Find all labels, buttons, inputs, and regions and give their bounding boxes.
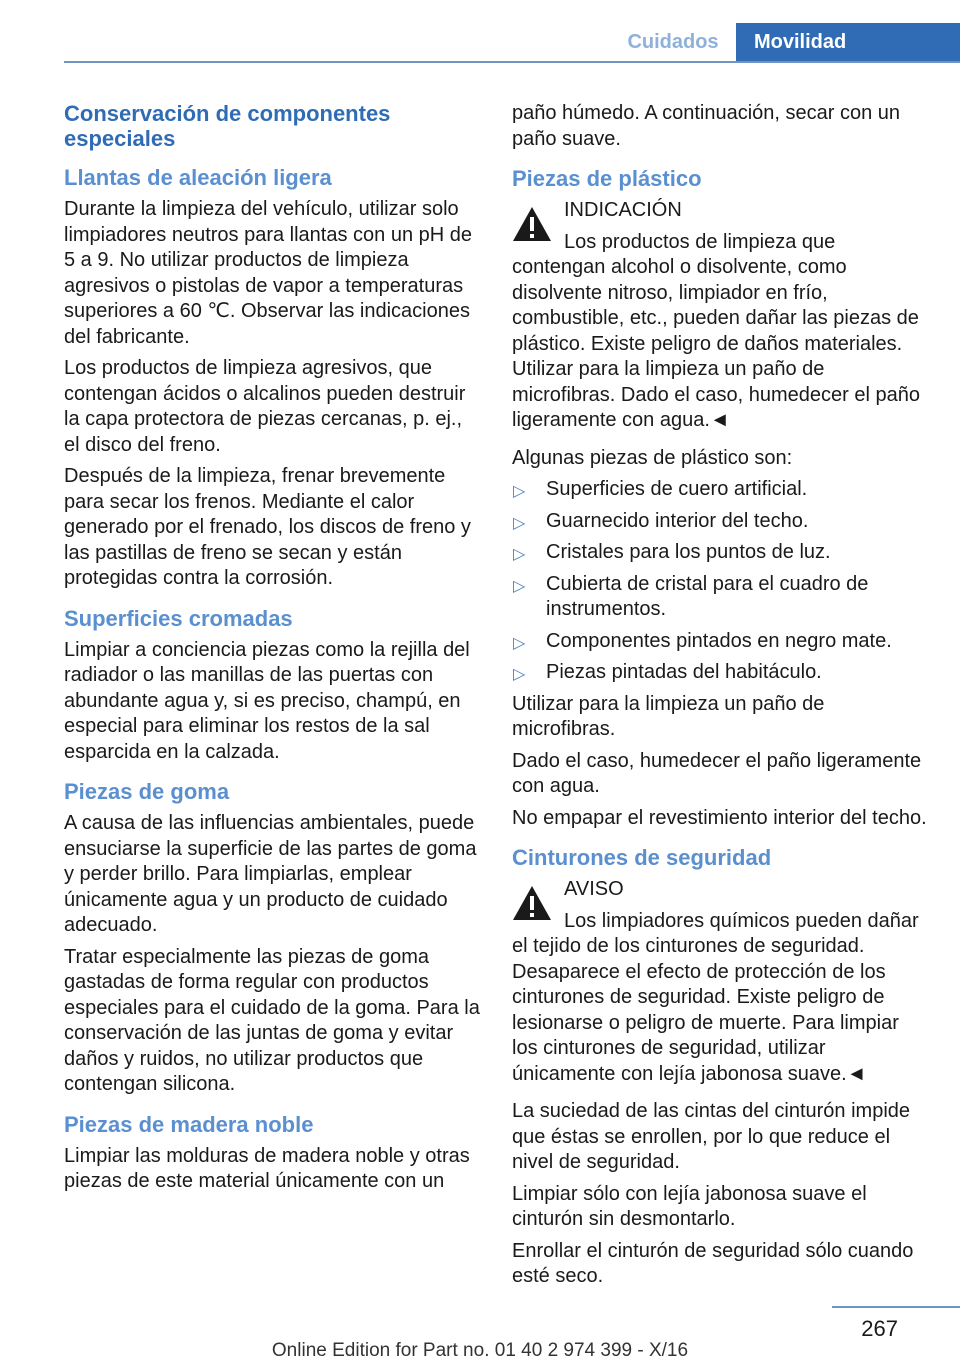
list-item: ▷ Superficies de cuero artificial. xyxy=(512,477,928,503)
warning-text: Los limpiadores químicos pueden dañar el tejido de los cinturones de seguridad. Desaparece el efecto de protección de los cinturones de seguridad. Existe peligro de lesionarse o peligro de muerte. Para limpiar los cinturones de seguridad, utilizar únicamente con lejía jabonosa suave.◄ xyxy=(512,909,919,1085)
header-rule xyxy=(64,61,960,63)
paragraph: No empapar el revestimiento interior del techo. xyxy=(512,806,927,829)
heading-cromadas: Superficies cromadas xyxy=(64,605,293,631)
heading-madera: Piezas de madera noble xyxy=(64,1111,314,1137)
triangle-right-icon: ▷ xyxy=(513,666,526,683)
triangle-right-icon: ▷ xyxy=(513,483,526,500)
paragraph: A causa de las influencias ambientales, puede ensuciarse la superficie de las partes de goma y perder brillo. Para limpiarlas, emplear únicamente agua y un producto de cuidado adecuado. xyxy=(64,812,477,936)
triangle-right-icon: ▷ xyxy=(513,546,526,563)
warning-triangle-icon xyxy=(512,885,552,921)
heading-goma: Piezas de goma xyxy=(64,779,230,804)
paragraph: Después de la limpieza, frenar brevemente para secar los frenos. Mediante el calor generado por el frenado, los discos de freno y las pastillas de freno se secan y están protegidas contra la corrosión. xyxy=(64,465,471,589)
list-item: ▷ Cubierta de cristal para el cuadro de instrumentos. xyxy=(513,572,869,620)
paragraph: Tratar especialmente las piezas de goma gastadas de forma regular con productos especiales para el cuidado de la goma. Para la conservación de las juntas de goma y evitar daños y ruidos, no utilizar productos que contengan silicona. xyxy=(64,945,480,1095)
header-tabs xyxy=(610,23,960,61)
paragraph: Limpiar las molduras de madera noble y otras piezas de este material únicamente con un xyxy=(64,1144,470,1192)
triangle-right-icon: ▷ xyxy=(513,634,526,652)
list-item: ▷ Cristales para los puntos de luz. xyxy=(512,540,928,566)
paragraph: paño húmedo. A continuación, secar con un paño suave. xyxy=(512,102,901,150)
paragraph: Durante la limpieza del vehículo, utilizar solo limpiadores neutros para llantas con un pH de 5 a 9. No utilizar productos de limpieza agresivos o pistolas de vapor a temperaturas superiores a 60 ℃. Observar las indicaciones del fabricante. xyxy=(64,198,473,348)
right-column xyxy=(512,101,928,1290)
list-item: ▷ Componentes pintados en negro mate. xyxy=(512,629,928,655)
tab-cuidados[interactable]: Cuidados xyxy=(610,23,736,61)
list-item: ▷ Piezas pintadas del habitáculo. xyxy=(512,660,928,686)
left-column xyxy=(64,101,480,1195)
tab-movilidad[interactable]: Movilidad xyxy=(736,23,960,61)
paragraph: Enrollar el cinturón de seguridad sólo cuando esté seco. xyxy=(512,1239,914,1287)
paragraph: Los productos de limpieza agresivos, que contengan ácidos o alcalinos pueden destruir la capa protectora de piezas cercanas, p. ej., el disco del freno. xyxy=(64,357,466,456)
page-number-rule xyxy=(832,1306,960,1308)
list-item: ▷ Guarnecido interior del techo. xyxy=(512,509,928,535)
warning-title: AVISO xyxy=(564,878,624,900)
footer-edition: Online Edition for Part no. 01 40 2 974 399 - X/16 xyxy=(271,1340,689,1361)
heading-llantas: Llantas de aleación ligera xyxy=(64,165,332,190)
page-title: Conservación de componentes especiales xyxy=(64,101,391,151)
paragraph: Limpiar a conciencia piezas como la rejilla del radiador o las manillas de las puertas con abundante agua y, si es preciso, champú, en especial para eliminar los restos de la sal esparcida en la calzada. xyxy=(64,638,470,763)
heading-plastico: Piezas de plástico xyxy=(512,166,702,191)
warning-text: Los productos de limpieza que contengan alcohol o disolvente, como disolvente nitroso, limpiador en frío, combustible, etc., pueden dañar las piezas de plástico. Existe peligro de daños materiales. Utilizar para la limpieza un paño de microfibras. Dado el caso, humedecer el paño ligeramente con agua.◄ xyxy=(512,230,920,431)
triangle-right-icon: ▷ xyxy=(513,514,526,532)
page-number: 267 xyxy=(861,1316,898,1341)
paragraph: Limpiar sólo con lejía jabonosa suave el cinturón sin desmontarlo. xyxy=(512,1182,867,1230)
warning-box-indicacion xyxy=(512,198,928,434)
plastic-parts-list xyxy=(512,477,928,686)
heading-cinturones: Cinturones de seguridad xyxy=(512,845,772,870)
warning-box-aviso xyxy=(512,877,928,1087)
paragraph: Algunas piezas de plástico son: xyxy=(512,446,793,469)
triangle-right-icon: ▷ xyxy=(513,577,526,595)
paragraph: La suciedad de las cintas del cinturón impide que éstas se enrollen, por lo que reduce el nivel de seguridad. xyxy=(512,1100,911,1173)
warning-triangle-icon xyxy=(512,206,552,242)
paragraph: Dado el caso, humedecer el paño ligeramente con agua. xyxy=(512,749,922,797)
warning-title: INDICACIÓN xyxy=(564,199,682,221)
paragraph: Utilizar para la limpieza un paño de microfibras. xyxy=(512,692,825,740)
